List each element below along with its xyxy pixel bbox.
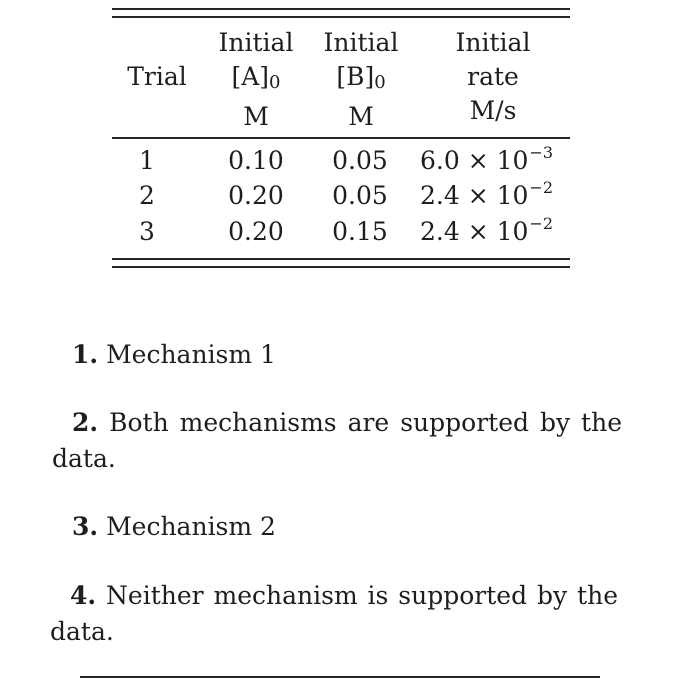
- cell-a: 0.20: [228, 181, 284, 210]
- choice-text: Mechanism 2: [106, 512, 276, 541]
- header-initial-rate: Initial rate M/s: [455, 28, 531, 125]
- cell-rate: $2.4 \times 10^{-2}$: [420, 214, 554, 246]
- cell-trial: 2: [139, 181, 155, 210]
- cell-a: 0.20: [228, 217, 284, 246]
- choice-2[interactable]: [52, 405, 622, 477]
- cell-trial: 3: [139, 217, 155, 246]
- table-bottom-rule-1: [112, 258, 570, 260]
- cell-a: 0.10: [228, 146, 284, 175]
- choice-4[interactable]: [50, 578, 618, 650]
- choice-3[interactable]: [72, 509, 276, 545]
- header-initial-b: Initial [B]0 M: [323, 28, 399, 131]
- cell-b: 0.15: [332, 217, 388, 246]
- choice-number: 1.: [72, 340, 99, 369]
- choice-number: 4.: [70, 581, 97, 610]
- bottom-divider: [80, 676, 600, 678]
- table-header-rule: [112, 137, 570, 139]
- choice-number: 2.: [72, 408, 99, 437]
- cell-rate: $2.4 \times 10^{-2}$: [420, 178, 554, 210]
- header-trial: Trial: [127, 62, 187, 91]
- choice-text: Both mechanisms are supported by the: [109, 408, 623, 437]
- cell-rate: $6.0 \times 10^{-3}$: [420, 143, 554, 175]
- choice-text: Mechanism 1: [106, 340, 276, 369]
- table-top-rule-1: [112, 8, 570, 10]
- choice-number: 3.: [72, 512, 99, 541]
- cell-b: 0.05: [332, 181, 388, 210]
- cell-trial: 1: [139, 146, 155, 175]
- choice-text-continued: data.: [52, 444, 116, 473]
- table-top-rule-2: [112, 16, 570, 18]
- choice-1[interactable]: [72, 337, 276, 373]
- choice-text: Neither mechanism is supported by the: [106, 581, 618, 610]
- table-bottom-rule-2: [112, 266, 570, 268]
- cell-b: 0.05: [332, 146, 388, 175]
- choice-text-continued: data.: [50, 617, 114, 646]
- header-initial-a: Initial [A]0 M: [218, 28, 294, 131]
